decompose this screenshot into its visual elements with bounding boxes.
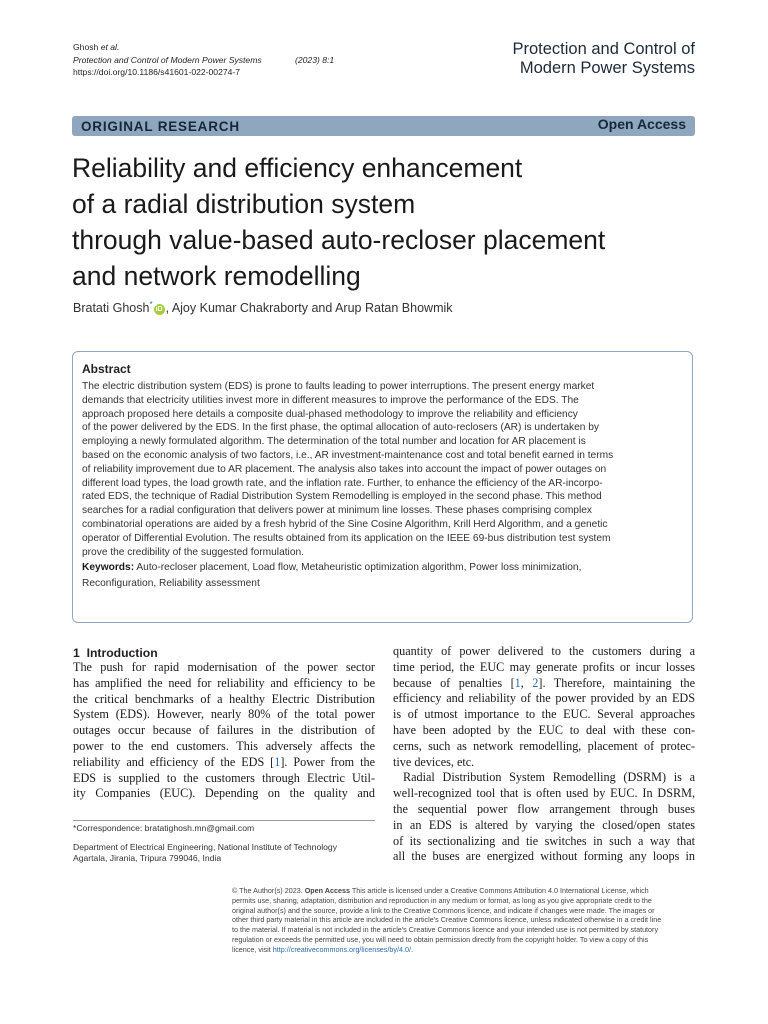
- body-text: ]. Power from the: [280, 754, 375, 769]
- body-column-right: [393, 644, 695, 865]
- abstract-line: combinatorial operations are aided by a fresh hybrid of the Sine Cosine Algorithm, Krill Herd Algorithm, and a genetic: [82, 518, 608, 530]
- license-line: regulation or exceeds the permitted use, you will need to obtain permission directly from the copyright holder. To view a copy of this: [232, 934, 649, 944]
- journal-title: [512, 40, 695, 78]
- body-column-left: [73, 660, 375, 802]
- article-title: [72, 150, 712, 294]
- abstract-line: different load types, the load growth rate, and the inflation rate. Further, to enhance the efficiency of the AR-incorpo-: [82, 477, 603, 489]
- body-line: ity Companies (EUC). Depending on the quality and: [73, 786, 375, 801]
- body-line: the critical benchmarks of a healthy Electric Distribution: [73, 691, 375, 706]
- license-statement: [232, 886, 692, 955]
- body-line: all the buses are energized without forming any loops in: [393, 849, 695, 864]
- author-list: [73, 297, 453, 316]
- section-heading: [73, 645, 158, 661]
- title-line: of a radial distribution system: [72, 189, 416, 219]
- license-link[interactable]: http://creativecommons.org/licenses/by/4.0/: [272, 944, 411, 954]
- body-line: System (EDS). However, nearly 80% of the total power: [73, 707, 375, 722]
- abstract-line: based on the economic analysis of two factors, i.e., AR investment-maintenance cost and total benefit earned in terms: [82, 449, 614, 461]
- body-line: of its sectionalizing and tie switches in such a way that: [393, 833, 695, 848]
- license-line: to the material. If material is not included in the article's Creative Commons licence and your intended use is not permitted by statutory: [232, 925, 659, 935]
- keywords-line: Reconfiguration, Reliability assessment: [82, 578, 260, 590]
- open-access-label: Open Access: [597, 116, 686, 132]
- abstract-line: of reliability improvement due to AR placement. The analysis also takes into account the impact of power outages on: [82, 463, 607, 475]
- abstract-line: prove the credibility of the suggested formulation.: [82, 546, 304, 558]
- body-line: power to the end customers. This adversely affects the: [73, 738, 375, 753]
- abstract-line: rated EDS, the technique of Radial Distribution System Remodelling is employed in the second phase. This method: [82, 491, 602, 503]
- body-line: is of utmost importance to the EUC. Several approaches: [393, 707, 695, 722]
- journal-name-italic: Protection and Control of Modern Power Systems: [73, 54, 262, 65]
- license-line: original author(s) and the source, provide a link to the Creative Commons licence, and indicate if changes were made. The images or: [232, 905, 655, 915]
- doi-link[interactable]: https://doi.org/10.1186/s41601-022-00274-7: [73, 67, 241, 77]
- abstract-line: approach proposed here details a composite dual-phased methodology to improve the reliability and efficiency: [82, 408, 578, 420]
- abstract-line: The electric distribution system (EDS) is prone to faults leading to power interruptions. The present energy market: [82, 381, 595, 392]
- body-text: because of penalties [: [393, 675, 515, 690]
- body-line: [393, 676, 695, 692]
- affiliation-line: Department of Electrical Engineering, National Institute of Technology: [73, 842, 338, 852]
- license-text: © The Author(s) 2023.: [232, 886, 305, 895]
- body-line: quantity of power delivered to the customers during a: [393, 644, 695, 658]
- section-title: Introduction: [86, 646, 158, 660]
- body-text: ]. Therefore, maintaining the: [538, 675, 695, 690]
- open-access-mark: Open Access: [304, 886, 350, 895]
- body-line: time period, the EUC may generate profits or incur losses: [393, 659, 695, 674]
- citation-link[interactable]: 2: [532, 675, 539, 690]
- correspondence-note: *Correspondence: bratatighosh.mn@gmail.com: [73, 823, 255, 833]
- body-line: the sequential power flow arrangement through buses: [393, 801, 695, 816]
- body-line: tive devices, etc.: [393, 754, 475, 769]
- license-line: permits use, sharing, adaptation, distribution and reproduction in any medium or format, as long as you give appropriate credit to the: [232, 895, 652, 905]
- body-text: ,: [520, 675, 533, 690]
- title-line: and network remodelling: [72, 261, 361, 291]
- license-text: licence, visit: [232, 944, 273, 954]
- journal-title-line: Protection and Control of: [512, 40, 695, 58]
- orcid-icon[interactable]: iD: [155, 306, 163, 314]
- keywords-label: Keywords:: [82, 562, 135, 574]
- title-line: through value-based auto-recloser placement: [72, 225, 606, 255]
- author-etal: et al.: [100, 42, 120, 52]
- license-line: [232, 945, 692, 955]
- license-line: [232, 886, 692, 896]
- keywords: [82, 561, 683, 575]
- volume-info: (2023) 8:1: [295, 54, 335, 65]
- body-line: The push for rapid modernisation of the power sector: [73, 660, 375, 674]
- author-short: Ghosh: [73, 42, 101, 52]
- corresponding-mark: *: [149, 300, 153, 309]
- license-text: This article is licensed under a Creative Commons Attribution 4.0 International License, which: [349, 886, 649, 895]
- abstract-box: [72, 351, 693, 623]
- article-type-label: ORIGINAL RESEARCH: [81, 119, 240, 134]
- footnote-divider: [73, 820, 375, 821]
- keywords-text: Auto-recloser placement, Load flow, Metaheuristic optimization algorithm, Power loss minimization,: [134, 562, 582, 574]
- abstract-line: employing a newly formulated algorithm. The determination of the total number and location for AR placement is: [82, 436, 586, 448]
- abstract-heading: Abstract: [82, 362, 131, 376]
- body-line: has amplified the need for reliability and efficiency to be: [73, 675, 375, 690]
- body-text: reliability and efficiency of the EDS [: [73, 754, 275, 769]
- abstract-line: operator of Differential Evolution. The results obtained from its application on the IEEE 69-bus distribution test system: [82, 532, 611, 544]
- title-line: Reliability and efficiency enhancement: [72, 153, 523, 183]
- section-number: 1: [73, 646, 80, 660]
- license-line: other third party material in this article are included in the article's Creative Commons licence, unless indicated otherwise in a credit line: [232, 915, 662, 925]
- license-text: .: [410, 944, 413, 954]
- author-first[interactable]: Bratati Ghosh: [73, 301, 150, 316]
- affiliation-line: Agartala, Jirania, Tripura 799046, India: [73, 853, 222, 863]
- article-meta: [73, 41, 334, 79]
- abstract-line: of the power delivered by the EDS. In the first phase, the optimal allocation of auto-reclosers (AR) is undertaken by: [82, 422, 600, 434]
- body-line: in an EDS is altered by varying the closed/open states: [393, 817, 695, 832]
- body-line: Radial Distribution System Remodelling (DSRM) is a: [403, 770, 695, 785]
- body-line: well-recognized tool that is often used by EUC. In DSRM,: [393, 786, 695, 801]
- body-line: cerns, such as network remodelling, placement of protec-: [393, 738, 695, 753]
- body-line: EDS is supplied to the customers through Electric Util-: [73, 770, 375, 785]
- citation-link[interactable]: 1: [514, 675, 521, 690]
- citation-link[interactable]: 1: [274, 754, 281, 769]
- abstract-line: searches for a radial configuration that delivers power at minimum line losses. These phases comprising complex: [82, 505, 592, 517]
- abstract-line: demands that electricity utilities invest more in different measures to improve the performance of the EDS. The: [82, 394, 579, 406]
- body-line: [73, 755, 375, 771]
- author-rest: , Ajoy Kumar Chakraborty and Arup Ratan Bhowmik: [165, 301, 453, 316]
- body-line: efficiency and reliability of the power provided by an EDS: [393, 691, 695, 706]
- body-line: have been adopted by the EUC to deal with these con-: [393, 722, 695, 737]
- body-line: outages occur because of failures in the distribution of: [73, 723, 375, 738]
- journal-title-line: Modern Power Systems: [519, 59, 695, 77]
